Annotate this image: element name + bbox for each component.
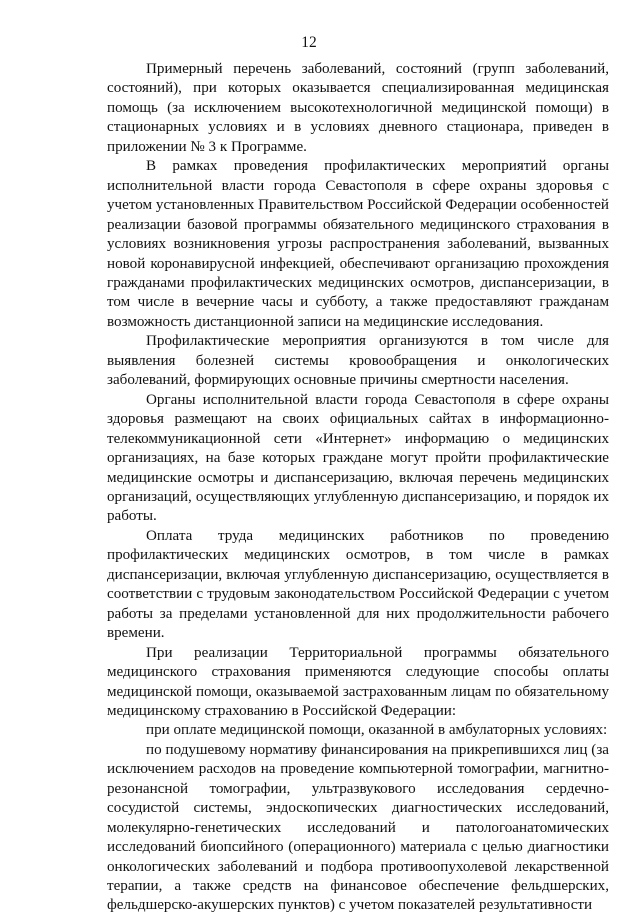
paragraph-per-capita-financing: по подушевому нормативу финансирования на прикрепившихся лиц (за исключением расходов на проведение компьютерной томографии, магнитно-резонансной томографии, ультразвукового исследования сердечно-сосудистой системы, эндоскопических диагностических исследований, молекулярно-генетических исследований и патологоанатомических исследований биопсийного (операционного) материала с целью диагностики онкологических заболеваний и подбора противоопухолевой лекарственной терапии, а также средств на финансовое обеспечение фельдшерских, фельдшерско-акушерских пунктов) с учетом показателей результативности xyxy=(107,741,609,914)
paragraph-internet-information: Органы исполнительной власти города Севастополя в сфере охраны здоровья размещают на своих официальных сайтах в информационно-телекоммуникационной сети «Интернет» информацию о медицинских организациях, на базе которых граждане могут пройти профилактические медицинские осмотры и диспансеризацию, включая перечень медицинских организаций, осуществляющих углубленную диспансеризацию, и порядок их работы. xyxy=(107,391,609,525)
document-body xyxy=(107,60,609,916)
paragraph-labor-payment: Оплата труда медицинских работников по проведению профилактических медицинских осмотров, в том числе в рамках диспансеризации, включая углубленную диспансеризацию, осуществляется в соответствии с трудовым законодательством Российской Федерации с учетом работы за пределами установленной для них продолжительности рабочего времени. xyxy=(107,527,609,642)
paragraph-payment-methods: При реализации Территориальной программы обязательного медицинского страхования применяются следующие способы оплаты медицинской помощи, оказываемой застрахованным лицам по обязательному медицинскому страхованию в Российской Федерации: xyxy=(107,644,609,719)
page-number: 12 xyxy=(301,34,317,51)
paragraph-outpatient-payment: при оплате медицинской помощи, оказанной в амбулаторных условиях: xyxy=(146,722,608,739)
paragraph-preventive-measures: В рамках проведения профилактических мероприятий органы исполнительной власти города Севастополя в сфере охраны здоровья с учетом установленных Правительством Российской Федерации особенностей реализации базовой программы обязательного медицинского страхования в условиях возникновения угрозы распространения заболеваний, вызванных новой коронавирусной инфекцией, обеспечивают организацию прохождения гражданами профилактических медицинских осмотров, диспансеризации, в том числе в вечерние часы и субботу, а также предоставляют гражданам возможность дистанционной записи на медицинские исследования. xyxy=(107,158,609,330)
paragraph-preventive-organization: Профилактические мероприятия организуются в том числе для выявления болезней системы кровообращения и онкологических заболеваний, формирующих основные причины смертности населения. xyxy=(107,333,609,389)
paragraph-specialized-care-list: Примерный перечень заболеваний, состояний (групп заболеваний, состояний), при которых оказывается специализированная медицинская помощь (за исключением высокотехнологичной медицинской помощи) в стационарных условиях и в условиях дневного стационара, приведен в приложении № 3 к Программе. xyxy=(107,61,609,155)
